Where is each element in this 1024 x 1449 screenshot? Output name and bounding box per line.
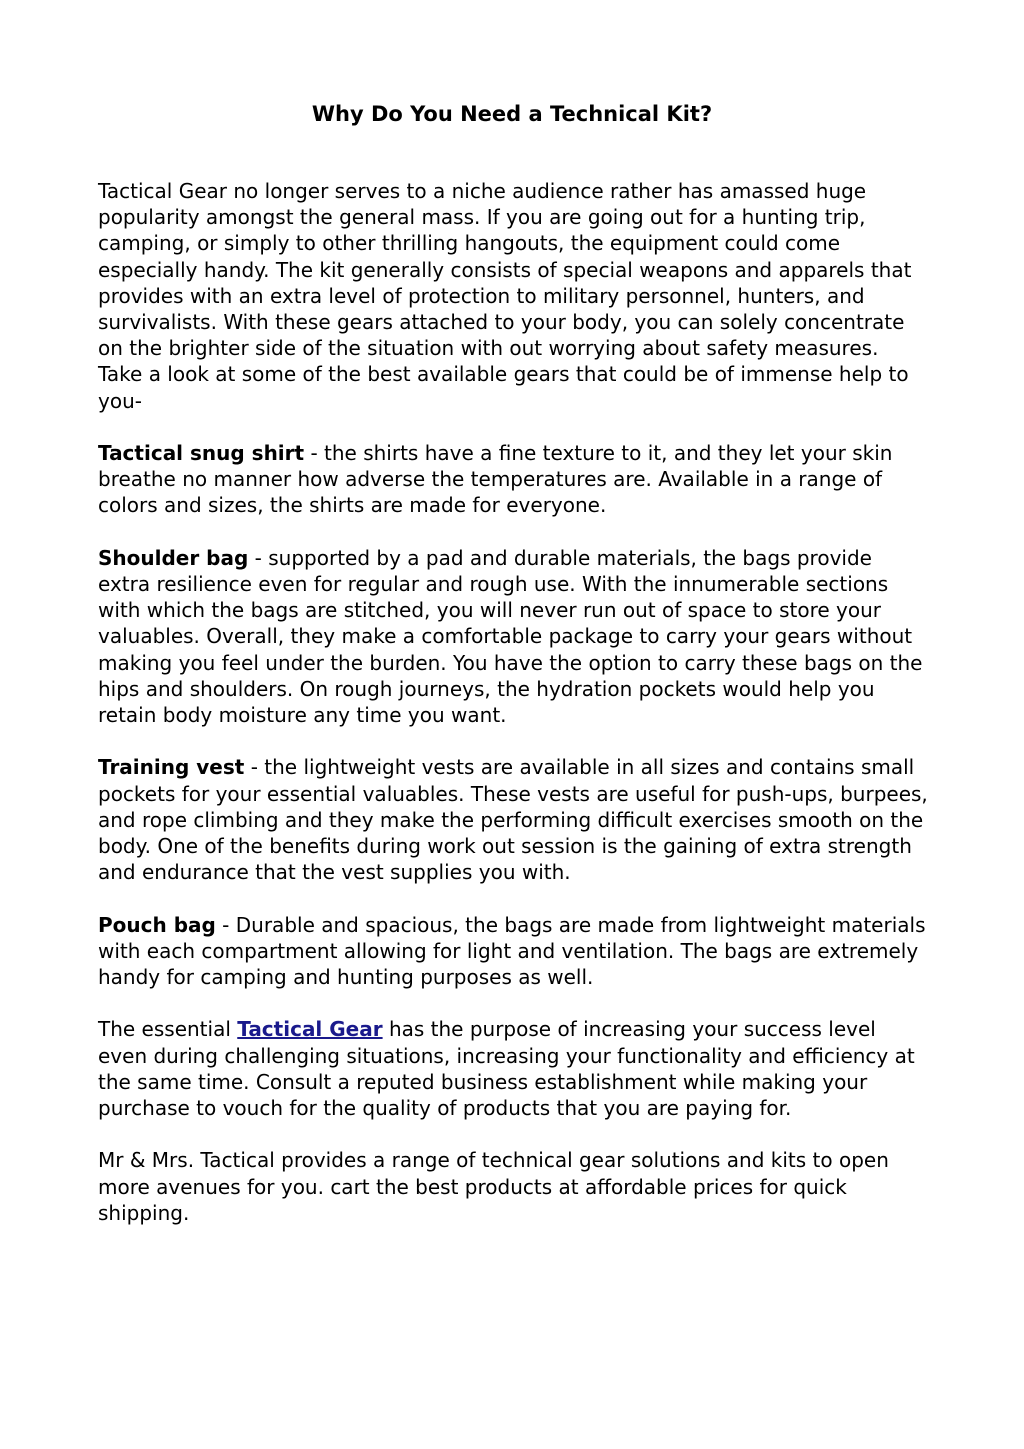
item-paragraph-snug-shirt xyxy=(98,440,928,519)
tactical-gear-link[interactable]: Tactical Gear xyxy=(237,1017,383,1042)
closing-text-before: The essential xyxy=(98,1017,238,1042)
intro-paragraph: Tactical Gear no longer serves to a niche audience rather has amassed huge popularity amongst the general mass. If you are going out for a hunting trip, camping, or simply to other thrilling hangouts, the equipment could come especially handy. The kit generally consists of special weapons and apparels that provides with an extra level of protection to military personnel, hunters, and survivalists. With these gears attached to your body, you can solely concentrate on the brighter side of the situation with out worrying about safety measures. Take a look at some of the best available gears that could be of immense help to you- xyxy=(98,179,912,413)
item-description: - Durable and spacious, the bags are made from lightweight materials with each compartment allowing for light and ventilation. The bags are extremely handy for camping and hunting purposes as well. xyxy=(98,912,926,990)
item-description: - supported by a pad and durable materials, the bags provide extra resilience even for regular and rough use. With the innumerable sections with which the bags are stitched, you will never run out of space to store your valuables. Overall, they make a comfortable package to carry your gears without making you feel under the burden. You have the option to carry these bags on the hips and shoulders. On rough journeys, the hydration pockets would help you retain body moisture any time you want. xyxy=(98,545,923,728)
final-paragraph: Mr & Mrs. Tactical provides a range of technical gear solutions and kits to open more avenues for you. cart the best products at affordable prices for quick shipping. xyxy=(98,1148,889,1225)
page-title: Why Do You Need a Technical Kit? xyxy=(311,102,713,126)
item-term: Shoulder bag xyxy=(98,545,249,570)
item-term: Tactical snug shirt xyxy=(98,441,305,466)
document-body xyxy=(98,178,928,1252)
closing-paragraph xyxy=(98,1016,928,1121)
item-term: Training vest xyxy=(98,755,245,780)
item-paragraph-shoulder-bag xyxy=(98,545,928,728)
item-paragraph-pouch-bag xyxy=(98,912,928,991)
item-term: Pouch bag xyxy=(98,912,216,937)
item-description: - the lightweight vests are available in all sizes and contains small pockets for your essential valuables. These vests are useful for push-ups, burpees, and rope climbing and they make the performing difficult exercises smooth on the body. One of the benefits during work out session is the gaining of extra strength and endurance that the vest supplies you with. xyxy=(98,755,928,885)
closing-text-after: has the purpose of increasing your success level even during challenging situations, increasing your functionality and efficiency at the same time. Consult a reputed business establishment while making your purchase to vouch for the quality of products that you are paying for. xyxy=(98,1017,915,1121)
item-paragraph-training-vest xyxy=(98,754,928,885)
item-description: - the shirts have a fine texture to it, and they let your skin breathe no manner how adverse the temperatures are. Available in a range of colors and sizes, the shirts are made for everyone. xyxy=(98,441,893,518)
